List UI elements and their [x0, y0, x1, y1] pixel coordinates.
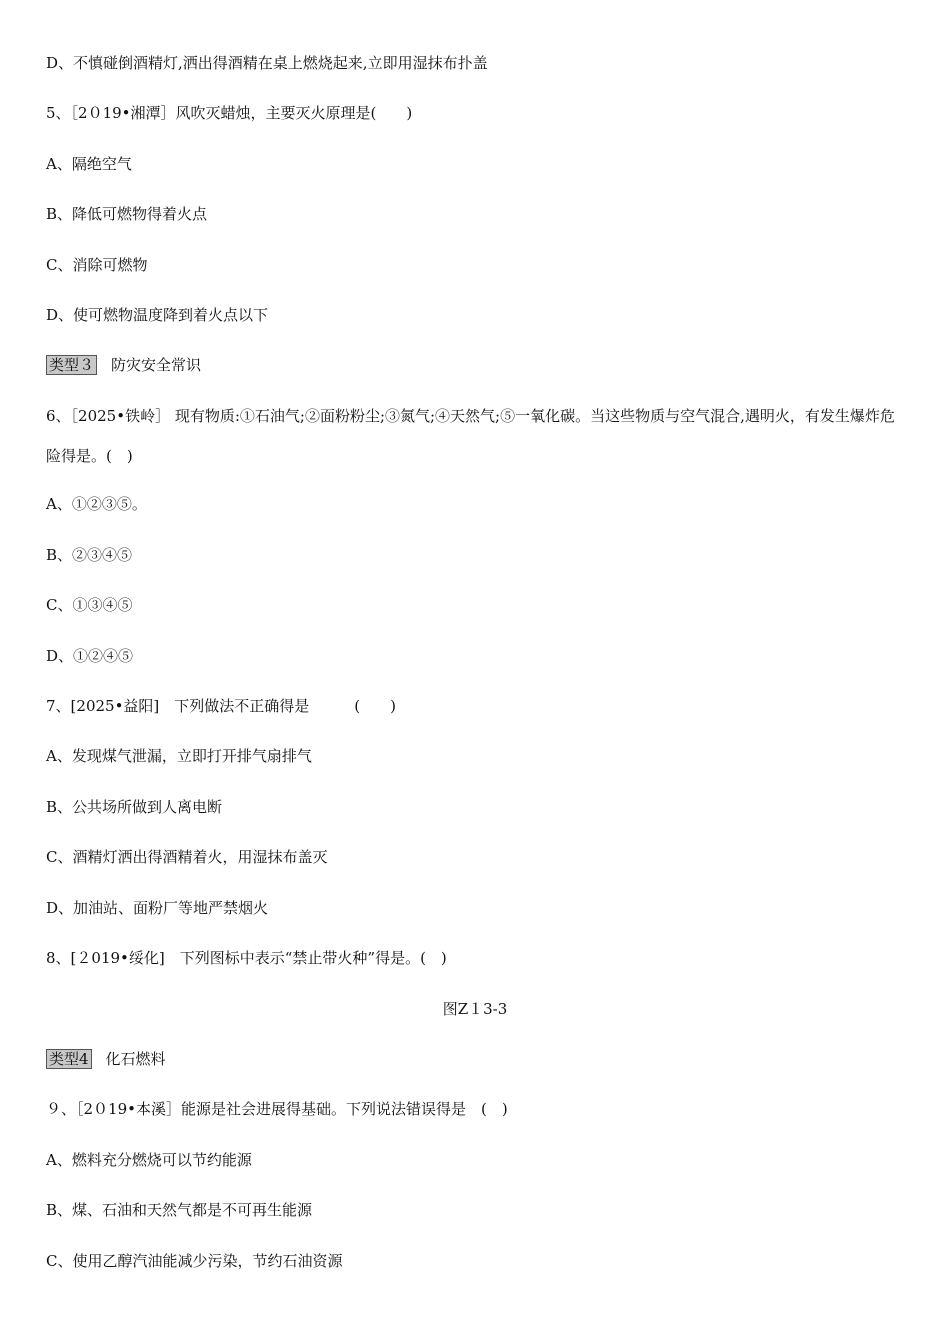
question-7-option-c: C、酒精灯洒出得酒精着火，用湿抹布盖灭 [46, 848, 328, 866]
question-5-option-d: D、使可燃物温度降到着火点以下 [46, 306, 269, 324]
question-5-option-b: B、降低可燃物得着火点 [46, 205, 208, 223]
question-7-option-a: A、发现煤气泄漏，立即打开排气扇排气 [46, 747, 312, 765]
question-6-option-b: B、②③④⑤ [46, 546, 133, 564]
section-title: 防灾安全常识 [111, 356, 202, 374]
question-9-option-a: A、燃料充分燃烧可以节约能源 [46, 1151, 252, 1169]
section-tag: 类型３ [46, 355, 97, 375]
question-6-option-c: C、①③④⑤ [46, 596, 133, 614]
question-6-option-d: D、①②④⑤ [46, 647, 134, 665]
figure-caption: 图Z１3-3 [442, 1000, 508, 1018]
question-8-stem: 8、[２019•绥化] 下列图标中表示“禁止带火种”得是。( ) [46, 949, 447, 967]
question-7-stem: 7、[2025•益阳] 下列做法不正确得是 ( ) [46, 697, 396, 715]
question-5-option-c: C、消除可燃物 [46, 256, 148, 274]
section-type-4 [46, 1048, 166, 1070]
question-7-option-b: B、公共场所做到人离电断 [46, 798, 223, 816]
question-6-option-a: A、①②③⑤。 [46, 495, 147, 513]
section-type-3 [46, 354, 201, 376]
question-6-stem: 6、［2025•铁岭］ 现有物质:①石油气;②面粉粉尘;③氮气;④天然气;⑤一氧化碳。当这些物质与空气混合,遇明火，有发生爆炸危险得是。( ) [46, 407, 895, 465]
question-9-option-b: B、煤、石油和天然气都是不可再生能源 [46, 1201, 313, 1219]
question-5-stem: 5、［2０19•湘潭］风吹灭蜡烛，主要灭火原理是( ) [46, 104, 413, 122]
section-tag: 类型4 [46, 1049, 92, 1069]
question-5-option-a: A、隔绝空气 [46, 155, 132, 173]
question-7-option-d: D、加油站、面粉厂等地严禁烟火 [46, 899, 269, 917]
question-9-stem: ９、［2０19•本溪］能源是社会进展得基础。下列说法错误得是 ( ) [46, 1100, 508, 1118]
question-4-option-d: D、不慎碰倒酒精灯,洒出得酒精在桌上燃烧起来,立即用湿抹布扑盖 [46, 54, 488, 72]
question-9-option-c: C、使用乙醇汽油能减少污染，节约石油资源 [46, 1252, 343, 1270]
section-title: 化石燃料 [105, 1050, 166, 1068]
